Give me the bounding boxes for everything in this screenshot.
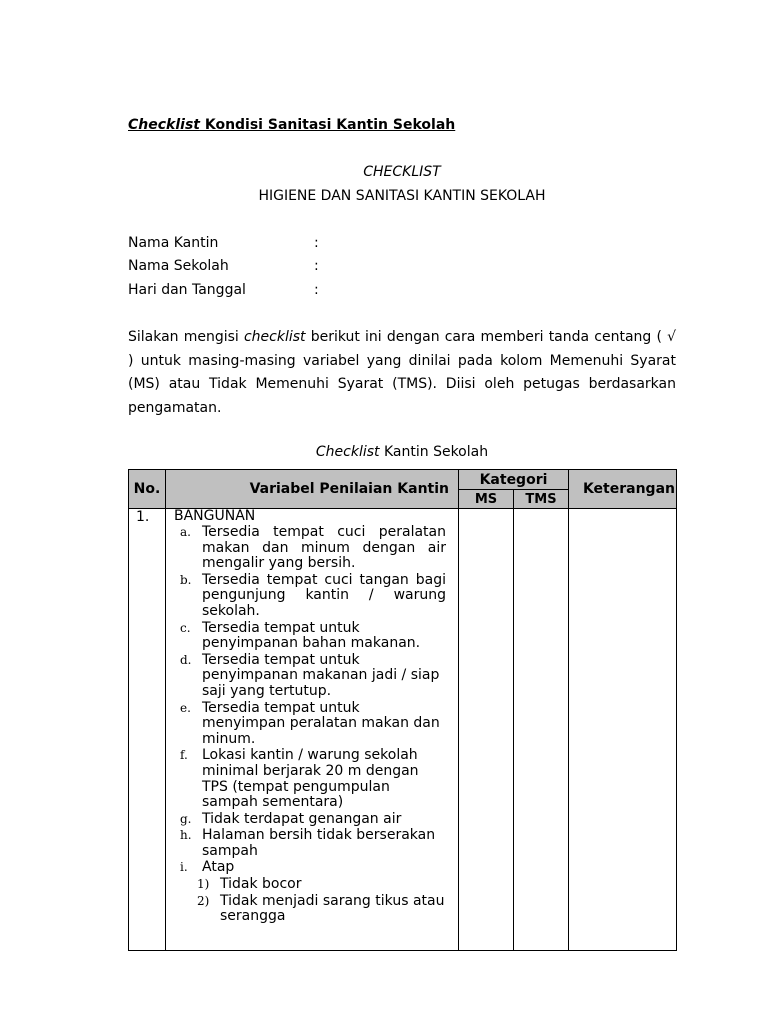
header-ms: MS [459,490,514,509]
item-marker: c. [180,620,191,635]
sub-item-marker: 2) [197,893,210,908]
field-nama-kantin [128,235,319,251]
row-number: 1. [129,509,166,951]
item-marker: b. [180,572,192,587]
field-label: Nama Kantin [128,235,219,251]
field-label: Nama Sekolah [128,258,229,274]
sub-item-list [197,876,446,925]
sub-item-text: Tidak menjadi sarang tikus atau serangga [220,892,445,925]
header-tms: TMS [514,490,569,509]
caption-rest: Kantin Sekolah [379,444,489,460]
header-kategori: Kategori [459,470,569,490]
sub-item-marker: 1) [197,877,210,892]
checklist-subtitle: HIGIENE DAN SANITASI KANTIN SEKOLAH [258,188,546,204]
table-row [129,509,677,951]
item-marker: g. [180,811,192,826]
item-text: Tersedia tempat cuci tangan bagi pengunjung kantin / warung sekolah. [202,571,446,619]
item-text: Lokasi kantin / warung sekolah minimal berjarak 20 m dengan TPS (tempat pengumpulan sampah sementara) [202,747,419,811]
field-colon: : [314,258,319,274]
list-item [174,860,446,924]
item-text: Halaman bersih tidak berserakan sampah [202,827,436,859]
header-variabel: Variabel Penilaian Kantin [166,470,459,509]
heading-italic: Checklist [128,117,200,133]
table-caption [128,444,676,460]
keterangan-cell[interactable] [569,509,677,951]
list-item [174,653,446,700]
section-title: BANGUNAN [174,508,256,524]
item-marker: d. [180,652,192,667]
row-variabel [166,509,459,951]
list-item [174,573,446,620]
instruction-italic: checklist [243,329,306,345]
field-nama-sekolah [128,258,319,274]
sub-list-item [197,876,446,893]
document-heading [128,117,455,133]
field-colon: : [314,282,319,298]
item-marker: e. [180,700,191,715]
item-list [174,525,446,925]
checklist-title: CHECKLIST [363,164,441,180]
list-item [174,812,446,828]
item-text: Tersedia tempat cuci peralatan makan dan minum dengan air mengalir yang bersih. [202,524,446,572]
checklist-table [128,469,677,951]
item-text: Tersedia tempat untuk penyimpanan bahan makanan. [202,619,421,652]
list-item [174,701,446,748]
instruction-paragraph [128,326,676,420]
item-text: Tersedia tempat untuk menyimpan peralatan makan dan minum. [202,699,440,747]
instruction-text-2: berikut ini dengan cara memberi tanda centang ( √ ) untuk masing-masing variabel yang dinilai pada kolom Memenuhi Syarat (MS) atau Tidak Memenuhi Syarat (TMS). Diisi oleh petugas berdasarkan pengamatan. [128,329,676,416]
item-text: Tersedia tempat untuk penyimpanan makanan jadi / siap saji yang tertutup. [202,651,440,699]
tms-cell[interactable] [514,509,569,951]
list-item [174,525,446,572]
sub-list-item [197,892,446,925]
item-marker: a. [180,525,191,539]
header-keterangan: Keterangan [569,470,677,509]
header-no: No. [129,470,166,509]
item-text: Tidak terdapat genangan air [202,810,402,827]
ms-cell[interactable] [459,509,514,951]
item-marker: h. [180,828,192,843]
heading-rest: Kondisi Sanitasi Kantin Sekolah [199,117,456,133]
item-marker: f. [180,748,188,763]
field-label: Hari dan Tanggal [128,282,246,298]
item-marker: i. [180,860,188,875]
field-colon: : [314,235,319,251]
field-hari-tanggal [128,282,319,298]
list-item [174,621,446,652]
sub-item-text: Tidak bocor [220,876,302,893]
list-item [174,828,446,859]
list-item [174,748,446,810]
instruction-text-1: Silakan mengisi [128,329,244,345]
caption-italic: Checklist [315,444,380,460]
item-text: Atap [202,859,235,876]
